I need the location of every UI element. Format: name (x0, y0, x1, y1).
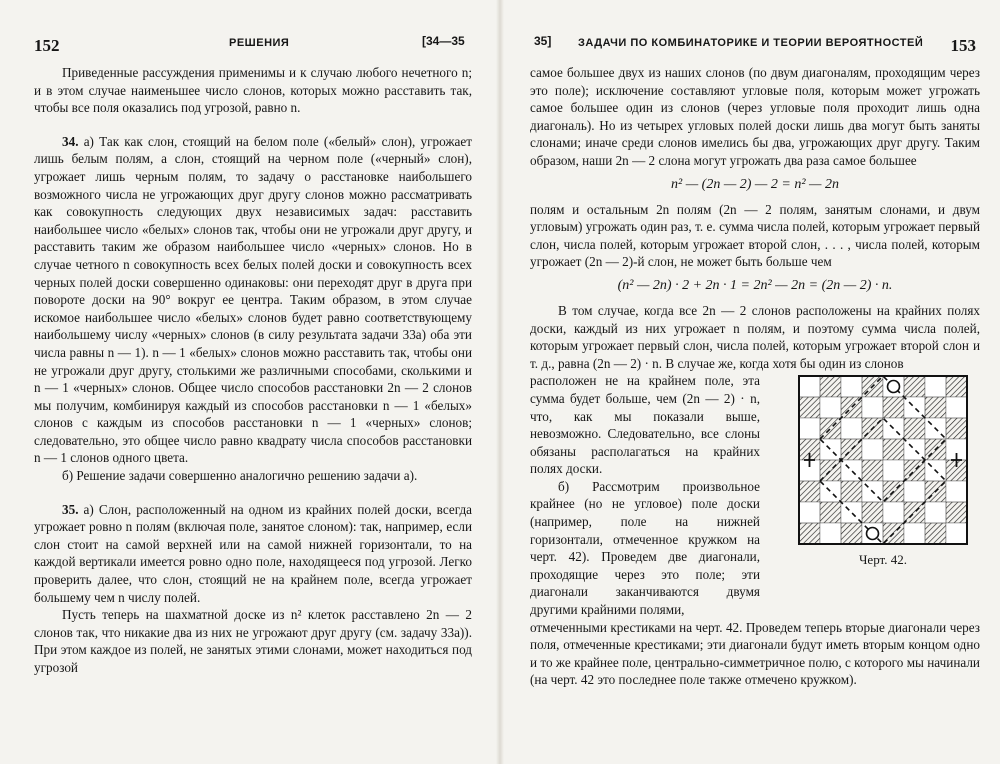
board-square (862, 439, 883, 460)
chessboard-diagram (797, 374, 969, 546)
section-range: [34—35 (422, 34, 465, 48)
board-square (925, 523, 946, 544)
board-square (820, 397, 841, 418)
board-square (862, 397, 883, 418)
board-square (883, 502, 904, 523)
paragraph: б) Рассмотрим произвольное крайнее (но не угловое) поле доски (например, поле на нижней горизонтали, отмеченное кружком на черт. 42). Проведем две диагонали, проходящие через это поле; эти диагонали заканчиваются двумя другими крайними полями, (530, 478, 760, 618)
board-square (946, 397, 967, 418)
paragraph-text: а) Слон, расположенный на одном из крайних полей доски, всегда угрожает ровно n полям (включая поле, занятое слоном): так, например, если слон стоит на самой верхней или на самой нижней горизонтали, то на каждой вертикали имеется ровно одно поле, находящееся под угрозой. Легко проверить далее, что слон, стоящий не на крайнем поле, всегда угрожает большему чем n числу полей. (34, 501, 473, 605)
board-square (820, 523, 841, 544)
problem-34-paragraph (34, 133, 472, 467)
figure-42 (788, 374, 978, 568)
board-square (925, 397, 946, 418)
board-square (799, 418, 820, 439)
formula: (n² — 2n) · 2 + 2n · 1 = 2n² — 2n = (2n — 2) · n. (617, 277, 893, 293)
formula: n² — (2n — 2) — 2 = n² — 2n (671, 176, 839, 192)
paragraph: полям и остальным 2n полям (2n — 2 полям, занятым слонами, и двум угловым) угрожать один раз, т. е. сумма числа полей, которым угрожает первый слон, числа полей, которым угрожает второй слон, . . . , числа полей, которым угрожает (2n — 2)-й слон, не может быть больше чем (530, 201, 980, 270)
board-square (925, 376, 946, 397)
board-square (946, 481, 967, 502)
figure-caption: Черт. 42. (858, 552, 907, 568)
board-square (904, 502, 925, 523)
left-page (0, 0, 490, 764)
paragraph: расположен не на крайнем поле, эта сумма будет больше, чем (2n — 2) · n, что, как мы показали выше, невозможно. Следовательно, все слоны обязаны располагаться на крайних полях доски. (530, 373, 760, 477)
board-square (883, 460, 904, 481)
board-square (946, 418, 967, 439)
board-square (946, 502, 967, 523)
book-gutter (496, 0, 504, 764)
board-square (904, 523, 925, 544)
right-page (510, 0, 1000, 764)
board-square (799, 481, 820, 502)
board-square (841, 418, 862, 439)
board-square (799, 397, 820, 418)
page-number: 152 (34, 36, 60, 55)
board-square (841, 481, 862, 502)
right-page-header (530, 30, 980, 64)
paragraph: самое большее двух из наших слонов (по двум диагоналям, проходящим через это поле); исключение составляют угловые поля, которым может угрожать самое большее один из слонов (через угловые поля проходит лишь одна диагональ). Но из четырех угловых полей доски лишь два могут быть заняты слонами; иначе среди слонов имелись бы два, угрожающих друг другу. Таким образом, наши 2n — 2 слона могут угрожать два раза самое большее (530, 65, 980, 168)
problem-number: 34. (62, 133, 79, 149)
running-title: ЗАДАЧИ ПО КОМБИНАТОРИКЕ И ТЕОРИИ ВЕРОЯТНОСТЕЙ (578, 37, 924, 49)
figure-row (530, 372, 980, 618)
board-square (799, 523, 820, 544)
problem-35-paragraph (34, 501, 472, 607)
board-square (820, 376, 841, 397)
board-square (904, 376, 925, 397)
paragraph: В том случае, когда все 2n — 2 слонов расположены на крайних полях доски, каждый из них угрожает n полям, и поэтому сумма числа полей, которым угрожает первый слон, числа полей, которым угрожает второй слон и т. д., равна (2n — 2) · n. В случае же, когда хотя бы один из слонов (530, 302, 980, 371)
board-square (904, 418, 925, 439)
board-square (799, 502, 820, 523)
board-square (883, 439, 904, 460)
left-page-header (34, 30, 472, 64)
board-square (862, 460, 883, 481)
paragraph: б) Решение задачи совершенно аналогично решению задачи а). (62, 468, 418, 484)
circle-marker (867, 528, 879, 540)
paragraph: отмеченными крестиками на черт. 42. Проведем теперь вторые диагонали через поля, отмеченные крестиками; эти диагонали будут иметь вторым концом одно и то же крайнее поле, центрально-симметричное полю, с которого мы начинали (на черт. 42 это последнее поле также отмечено кружком). (530, 619, 980, 688)
board-square (904, 460, 925, 481)
problem-number: 35. (62, 501, 79, 517)
board-square (946, 523, 967, 544)
board-square (841, 523, 862, 544)
paragraph: Приведенные рассуждения применимы и к случаю любого нечетного n; и в этом случае наименьшее число слонов, которых можно расставить так, чтобы все поля оказались под угрозой, равно n. (34, 65, 472, 116)
board-square (799, 376, 820, 397)
board-square (925, 502, 946, 523)
paragraph-text: а) Так как слон, стоящий на белом поле («белый» слон), угрожает лишь белым полям, а слон, стоящий на черном поле («черный» слон), угрожает лишь черным полям, то задачу о расстановке наибольшего возможного числа не угрожающих друг другу слонов можно рассматривать как совокупность следующих двух независимых задач: расставить наибольшее число «белых» слонов так, чтобы они не угрожали друг другу, и расставить таким же образом наибольшее число «черных» слонов. Но в случае четного n совокупность всех белых полей доски и совокупность всех черных полей доски совершенно одинаковы: они переходят друг в друга при повороте доски на 90° вокруг ее центра. Таким образом, в этом случае искомое наибольшее число «белых» слонов будет равно соответствующему наибольшему числу «черных» слонов (в силу результата задачи 33а) оба эти числа равны n — 1). n — 1 «белых» слонов можно расставить так, чтобы они не угрожали друг другу, столькими же различными способами, сколькими и n — 1 «черных» слонов. Общее число способов расстановки 2n — 2 слонов мы получим, комбинируя каждый из способов расстановки n — 1 «белых» слонов с каждым из способов расстановки n — 1 «черных» слонов; следовательно, это общее число равно квадрату числа способов расстановки n — 1 слонов одного цвета. (34, 133, 472, 466)
section-range: 35] (534, 34, 552, 48)
page-number: 153 (950, 36, 976, 55)
paragraph: Пусть теперь на шахматной доске из n² клеток расставлено 2n — 2 слонов так, что никакие два из них не угрожают друг другу (см. задачу 33а)). При этом каждое из полей, не занятых этими слонами, может находиться под угрозой (34, 607, 472, 675)
board-square (946, 376, 967, 397)
board-square (883, 397, 904, 418)
circle-marker (888, 381, 900, 393)
running-title: РЕШЕНИЯ (229, 37, 290, 49)
board-square (862, 502, 883, 523)
figure-side-text (530, 372, 760, 618)
board-square (820, 502, 841, 523)
board-square (841, 376, 862, 397)
board-square (904, 481, 925, 502)
